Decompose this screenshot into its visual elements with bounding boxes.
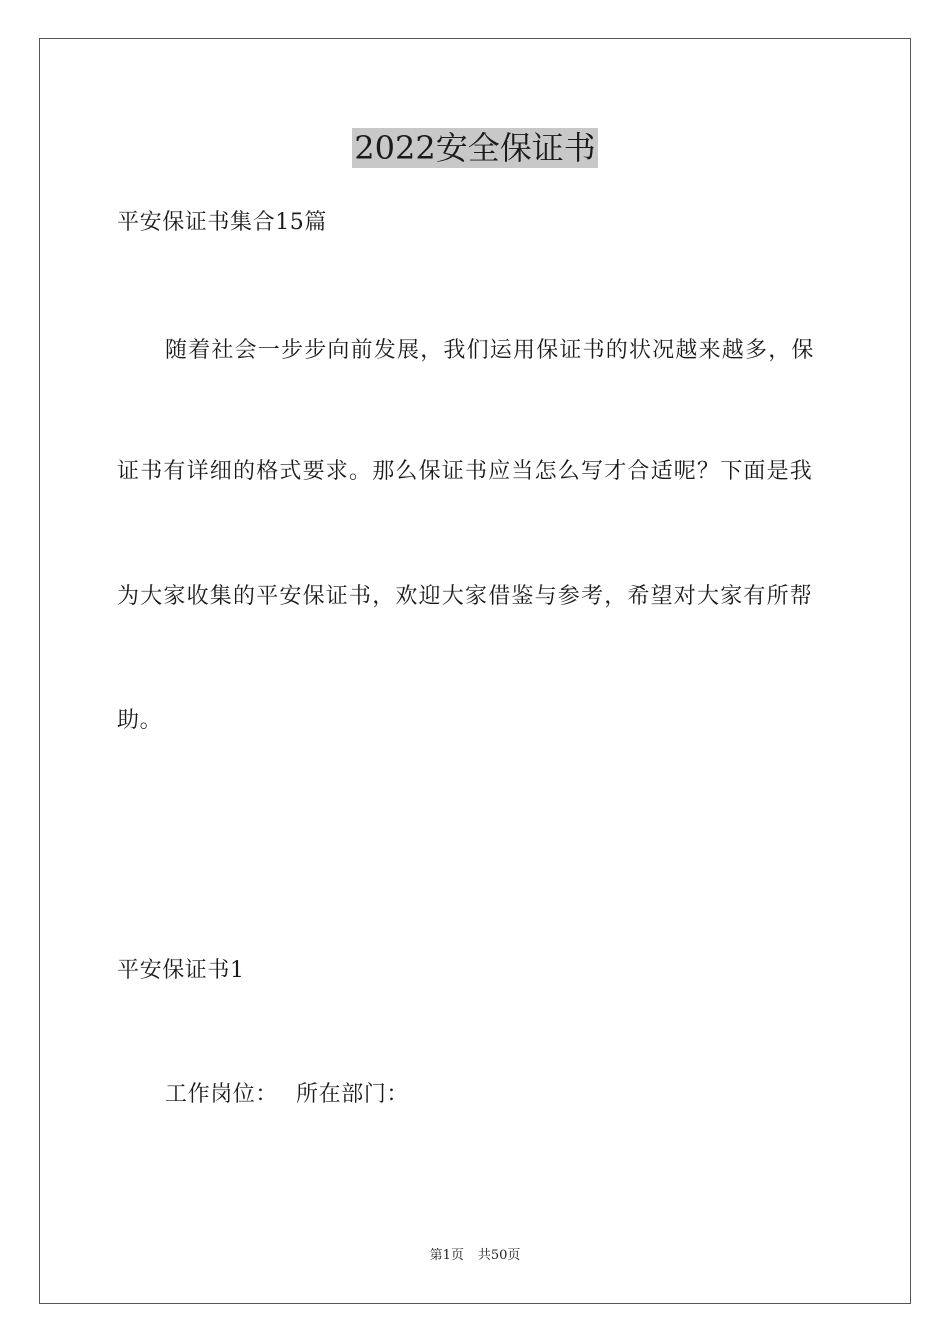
title-container [0,128,950,168]
intro-paragraph-line-2: 证书有详细的格式要求。那么保证书应当怎么写才合适呢？下面是我 [117,459,814,484]
position-label: 工作岗位： [165,1082,279,1107]
intro-paragraph-line-3: 为大家收集的平安保证书，欢迎大家借鉴与参考，希望对大家有所帮 [117,584,814,609]
department-label: 所在部门： [296,1082,410,1107]
page-number: 第1页 [429,1248,464,1263]
intro-paragraph-line-4: 助。 [117,708,163,733]
page-footer [0,1247,950,1265]
intro-paragraph-line-1: 随着社会一步步向前发展，我们运用保证书的状况越来越多，保 [165,338,815,363]
document-title: 2022安全保证书 [354,129,596,167]
total-pages: 共50页 [477,1248,521,1263]
document-subtitle: 平安保证书集合15篇 [117,210,327,235]
section-heading: 平安保证书1 [117,958,245,983]
form-fields-line [165,1080,885,1110]
